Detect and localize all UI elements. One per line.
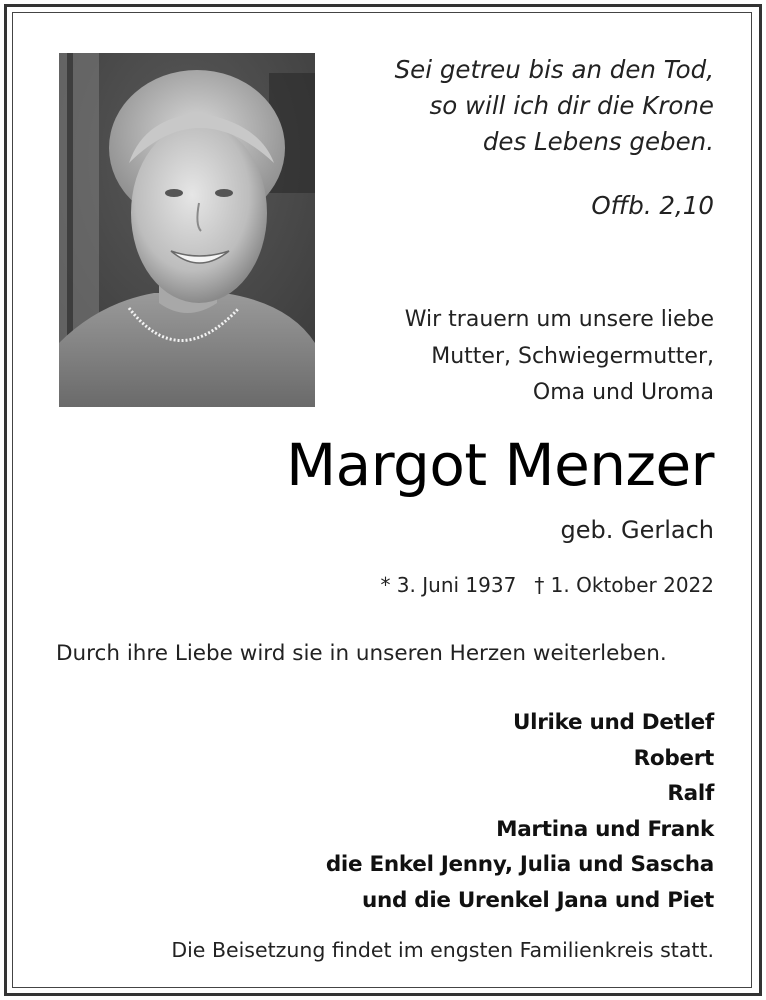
mourning-line: Oma und Uroma — [532, 380, 714, 405]
deceased-name: Margot Menzer — [286, 431, 714, 499]
family-line: Ulrike und Detlef — [513, 710, 714, 735]
birth-date: * 3. Juni 1937 — [380, 573, 517, 597]
verse-line: Sei getreu bis an den Tod, — [394, 55, 714, 84]
family-line: und die Urenkel Jana und Piet — [361, 887, 714, 913]
family-signatures — [326, 705, 714, 919]
verse-line: des Lebens geben. — [482, 127, 714, 156]
portrait-photo — [59, 53, 315, 407]
mourning-line: Wir trauern um unsere liebe — [404, 307, 714, 332]
funeral-note: Die Beisetzung findet im engsten Familienkreis statt. — [171, 938, 714, 962]
death-date: † 1. Oktober 2022 — [534, 573, 714, 597]
verse-reference: Offb. 2,10 — [591, 191, 714, 220]
birth-name: geb. Gerlach — [560, 516, 714, 544]
family-line: Martina und Frank — [496, 816, 714, 842]
life-dates — [380, 568, 714, 602]
mourning-text — [405, 302, 714, 412]
tribute-text: Durch ihre Liebe wird sie in unseren Herzen weiterleben. — [56, 641, 667, 666]
mourning-line: Mutter, Schwiegermutter, — [431, 343, 714, 369]
bible-verse — [395, 52, 714, 160]
family-line: Ralf — [667, 781, 714, 807]
verse-line: so will ich dir die Krone — [429, 91, 714, 120]
family-line: Robert — [633, 745, 714, 771]
family-line: die Enkel Jenny, Julia und Sascha — [325, 852, 714, 878]
